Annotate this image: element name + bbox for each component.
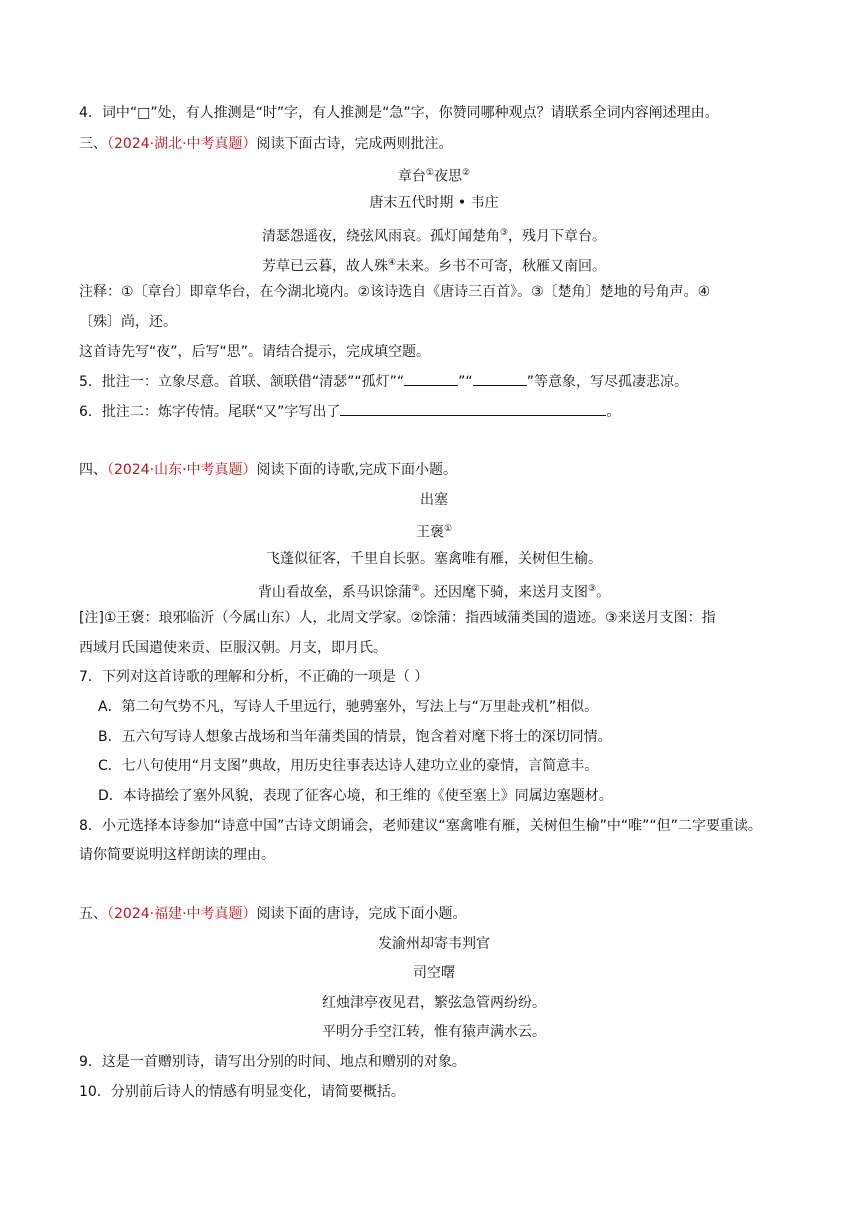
poem-author: 唐末五代时期 • 韦庄 <box>369 195 499 211</box>
answer-blank[interactable] <box>473 371 527 386</box>
answer-blank[interactable] <box>404 371 458 386</box>
option-c[interactable]: C．七八句使用“月支图”典故，用历史往事表达诗人建功立业的豪情，言简意丰。 <box>98 758 599 774</box>
poem-line: 芳草已云暮，故人殊④未来。乡书不可寄，秋雁又南回。 <box>261 258 607 275</box>
section-instruction: 阅读下面古诗，完成两则批注。 <box>256 136 453 152</box>
poem-title: 章台①夜思② <box>397 168 471 185</box>
question-8-cont: 请你简要说明这样朗读的理由。 <box>79 847 275 863</box>
section-5-heading <box>79 904 467 924</box>
poem-notes-cont: 西域月氏国遣使来贡、臣服汉朝。月支，即月氏。 <box>79 640 387 656</box>
answer-blank[interactable] <box>340 401 606 416</box>
question-8: 8．小元选择本诗参加“诗意中国”古诗文朗诵会，老师建议“塞禽唯有雁，关树但生榆”中“唯”“但”二字要重读。 <box>79 818 762 834</box>
poem-line: 红烛津亭夜见君，繁弦急管两纷纷。 <box>322 995 546 1011</box>
source-tag: （2024·湖北·中考真题） <box>107 136 257 152</box>
poem-notes: 注释：①〔章台〕即章华台，在今湖北境内。②该诗选自《唐诗三百首》。③〔楚角〕楚地的号角声。④ <box>79 284 711 300</box>
question-9: 9．这是一首赠别诗，请写出分别的时间、地点和赠别的对象。 <box>79 1054 466 1070</box>
poem-author: 司空曙 <box>413 965 455 981</box>
poem-author: 王褒① <box>415 524 453 541</box>
question-7: 7．下列对这首诗歌的理解和分析，不正确的一项是（ ） <box>79 669 429 685</box>
source-tag: （2024·山东·中考真题） <box>107 462 257 478</box>
poem-line: 平明分手空江转，惟有猿声满水云。 <box>322 1024 546 1040</box>
section-prefix: 四、 <box>79 462 107 478</box>
section-instruction: 阅读下面的唐诗，完成下面小题。 <box>256 906 467 922</box>
poem-notes-cont: 〔殊〕尚，还。 <box>79 314 177 330</box>
section-prefix: 五、 <box>79 906 107 922</box>
source-tag: （2024·福建·中考真题） <box>107 906 257 922</box>
question-6: 6．批注二：炼字传情。尾联“又”字写出了 。 <box>79 401 620 422</box>
question-10: 10．分别前后诗人的情感有明显变化，请简要概括。 <box>79 1084 405 1100</box>
poem-notes: [注]①王褒：琅邪临沂（今属山东）人，北周文学家。②馀蒲：指西域蒲类国的遗迹。③来送月支图：指 <box>79 610 716 626</box>
section-4-heading <box>79 460 457 480</box>
poem-title: 出塞 <box>420 492 448 508</box>
poem-line: 背山看故垒，系马识馀蒲②。还因麾下骑，来送月支图③。 <box>257 584 611 601</box>
option-d[interactable]: D．本诗描绘了塞外风貌，表现了征客心境，和王维的《使至塞上》同属边塞题材。 <box>98 788 613 804</box>
section-instruction: 阅读下面的诗歌,完成下面小题。 <box>256 462 457 478</box>
option-b[interactable]: B．五六句写诗人想象古战场和当年蒲类国的情景，饱含着对麾下将士的深切同情。 <box>98 729 612 745</box>
section-prefix: 三、 <box>79 136 107 152</box>
question-5: 5．批注一：立象尽意。首联、颔联借“清瑟”“孤灯”“ ”“ ”等意象，写尽孤凄悲凉。 <box>79 371 688 392</box>
poem-line: 清瑟怨遥夜，绕弦风雨哀。孤灯闻楚角③，残月下章台。 <box>261 228 607 245</box>
question-4: 4．词中“□”处，有人推测是“时”字，有人推测是“急”字，你赞同哪种观点？请联系全词内容阐述理由。 <box>79 105 719 121</box>
poem-title: 发渝州却寄韦判官 <box>378 936 490 952</box>
section-intro: 这首诗先写“夜”，后写“思”。请结合提示，完成填空题。 <box>79 344 431 360</box>
poem-line: 飞蓬似征客，千里自长驱。塞禽唯有雁，关树但生榆。 <box>266 551 602 567</box>
option-a[interactable]: A．第二句气势不凡，写诗人千里远行，驰骋塞外，写法上与“万里赴戎机”相似。 <box>98 699 599 715</box>
section-3-heading <box>79 134 453 154</box>
